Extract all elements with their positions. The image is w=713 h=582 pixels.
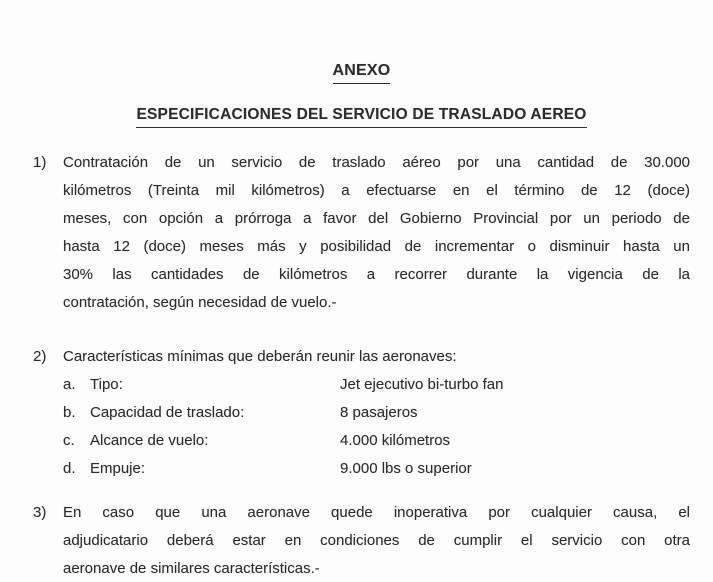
paragraph-line: hasta 12 (doce) meses más y posibilidad de incrementar o disminuir hasta un [63, 238, 690, 255]
paragraph-line: 30% las cantidades de kilómetros a recorrer durante la vigencia de la [63, 266, 690, 283]
spec-row-capacidad [63, 399, 690, 427]
paragraph-line: Contratación de un servicio de traslado aéreo por una cantidad de 30.000 [63, 154, 690, 171]
item-number: 1) [33, 154, 47, 171]
spec-letter: d. [63, 460, 76, 477]
document-subtitle [33, 104, 690, 128]
spec-value: 4.000 kilómetros [340, 432, 451, 449]
list-item-2 [33, 343, 690, 483]
specs-intro-line: Características mínimas que deberán reunir las aeronaves: [63, 348, 457, 365]
paragraph-line: adjudicatario deberá estar en condiciones de cumplir el servicio con otra [63, 532, 690, 549]
item-number: 3) [33, 504, 47, 521]
spec-row-alcance [63, 427, 690, 455]
spec-value: Jet ejecutivo bi-turbo fan [340, 376, 504, 393]
paragraph-line: meses, con opción a prórroga a favor del Gobierno Provincial por un periodo de [63, 210, 690, 227]
spec-value: 9.000 lbs o superior [340, 460, 472, 477]
spec-label: Capacidad de traslado: [90, 404, 245, 421]
paragraph-line: aeronave de similares características.- [63, 560, 320, 577]
item-number: 2) [33, 348, 47, 365]
spec-label: Tipo: [90, 376, 123, 393]
paragraph-line: contratación, según necesidad de vuelo.- [63, 294, 337, 311]
list-item-1 [33, 149, 690, 317]
spec-row-empuje [63, 455, 690, 483]
paragraph-line: kilómetros (Treinta mil kilómetros) a efectuarse en el término de 12 (doce) [63, 182, 690, 199]
document-subtitle-text: ESPECIFICACIONES DEL SERVICIO DE TRASLADO AEREO [136, 104, 586, 128]
spec-label: Empuje: [90, 460, 146, 477]
spec-letter: a. [63, 376, 76, 393]
item-paragraph [63, 343, 690, 483]
list-item-3 [33, 499, 690, 582]
document-title-text: ANEXO [333, 60, 391, 84]
spec-label: Alcance de vuelo: [90, 432, 209, 449]
spec-row-tipo [63, 371, 690, 399]
item-paragraph [63, 499, 690, 582]
spec-value: 8 pasajeros [340, 404, 418, 421]
paragraph-line: En caso que una aeronave quede inoperativa por cualquier causa, el [63, 504, 690, 521]
item-paragraph [63, 149, 690, 317]
spec-letter: c. [63, 432, 75, 449]
document-title [33, 60, 690, 84]
spec-letter: b. [63, 404, 76, 421]
